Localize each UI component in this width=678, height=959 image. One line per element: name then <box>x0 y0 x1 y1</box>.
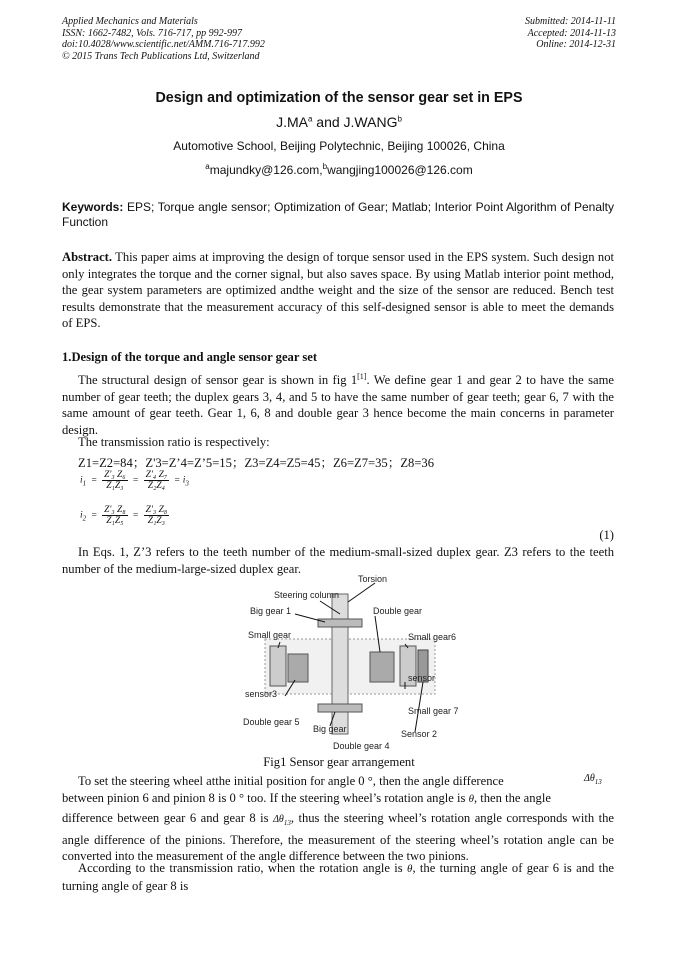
author-2-sup: b <box>397 114 402 124</box>
author-and: and <box>312 114 344 130</box>
small-gear-left-shape <box>270 646 286 686</box>
teeth-numbers: Z1=Z2=84；Z'3=Z’4=Z’5=15；Z3=Z4=Z5=45；Z6=Z7=35；Z8=36 <box>78 456 435 470</box>
eq-equals-1: = <box>90 475 98 486</box>
email-b-sup: b <box>322 162 328 171</box>
theta-symbol-2: θ <box>407 863 413 875</box>
p4-rest <box>62 810 614 865</box>
affiliation: Automotive School, Beijing Polytechnic, Beijing 100026, China <box>173 139 505 153</box>
section-heading: 1.Design of the torque and angle sensor gear set <box>62 350 318 364</box>
abstract-label: Abstract. <box>62 250 113 264</box>
eq-i2-sub: 2 <box>82 514 87 523</box>
fraction-4-num: Z'₃ Z₈ <box>145 505 168 515</box>
eq-i2-symbol: i <box>80 510 83 521</box>
paper-title: Design and optimization of the sensor gear set in EPS <box>155 90 523 106</box>
fraction-3-num: Z'₃ Z₈ <box>104 505 126 515</box>
eq-equals-4: = <box>90 510 98 521</box>
label-steering-column: Steering column <box>274 590 340 600</box>
online-date: Online: 2014-12-31 <box>536 39 616 50</box>
equation-i1 <box>80 470 189 491</box>
copyright: © 2015 Trans Tech Publications Ltd, Switzerland <box>62 50 260 62</box>
leader-line <box>348 583 375 602</box>
keywords-text: EPS; Torque angle sensor; Optimization of Gear; Matlab; Interior Point Algorithm of Penalty Function <box>62 200 614 229</box>
label-sensor: sensor <box>408 673 436 683</box>
double-gear-5-shape <box>288 654 308 682</box>
figure-caption: Fig1 Sensor gear arrangement <box>263 755 415 769</box>
p5-text-b: , the turning angle of gear 6 is and the turning angle of gear 8 is <box>62 861 614 893</box>
p4-text-a: To set the steering wheel atthe initial position for angle 0 °, then the angle difference <box>78 774 504 788</box>
fraction-4-den: Z₁Z₃ <box>147 516 165 526</box>
equation-number: (1) <box>599 528 614 542</box>
journal-name: Applied Mechanics and Materials <box>62 16 198 27</box>
p4-text-c: , then the angle <box>473 791 551 805</box>
label-big-gear-1: Big gear 1 <box>250 606 292 616</box>
p4-line-2 <box>62 791 551 806</box>
email-b: wangjing100026@126.com <box>327 163 473 177</box>
eq-equals-2: = <box>132 475 139 486</box>
leader-line <box>295 614 325 622</box>
theta-symbol-1: θ <box>468 793 474 805</box>
p1-text-b: . We define gear 1 and gear 2 to have the same number of gear teeth; the duplex gears 3, 4, and 5 to have the same number of gear teeth; gear 6, 7 with the same amount of gear teeth. Gear 1, 6, 8 and double gear 3 hence become the main concerns in parameter design. <box>62 373 614 437</box>
fraction-1-num: Z'₃ Z₆ <box>104 470 126 480</box>
double-gear-shape <box>370 652 394 682</box>
equation-i2 <box>80 505 169 526</box>
paragraph-5 <box>62 860 614 894</box>
p4-text-b: between pinion 6 and pinion 8 is 0 ° too. If the steering wheel’s rotation angle is <box>62 791 466 805</box>
delta-theta-sub-2: 13 <box>283 819 291 827</box>
fraction-1-den: Z₁Z₃ <box>106 481 124 491</box>
authors <box>0 114 678 130</box>
label-double-gear: Double gear <box>373 606 423 616</box>
label-torsion: Torsion <box>358 574 388 584</box>
p1-text-a: The structural design of sensor gear is shown in fig 1 <box>78 373 358 388</box>
fraction-3 <box>102 505 128 526</box>
fraction-1 <box>102 470 128 491</box>
label-big-gear: Big gear <box>313 724 347 734</box>
citation-ref: [1] <box>357 372 367 381</box>
fraction-2 <box>144 470 170 491</box>
label-sensor3: sensor3 <box>245 689 278 699</box>
label-small-gear: Small gear <box>248 630 292 640</box>
abstract <box>62 249 614 332</box>
eq-equals-5: = <box>132 510 139 521</box>
eq-equals-3: = <box>173 475 181 486</box>
p4-line-1 <box>78 774 504 789</box>
email-a-sup: a <box>205 162 210 171</box>
dates-header <box>525 16 616 51</box>
label-double-gear-5: Double gear 5 <box>243 717 300 727</box>
eq-i1-sub: 1 <box>82 479 87 488</box>
author-1-sup: a <box>307 114 313 124</box>
label-small-gear6: Small gear6 <box>408 632 457 642</box>
keywords-label: Keywords: <box>62 200 124 214</box>
paragraph-2: The transmission ratio is respectively: <box>78 435 270 449</box>
submitted-date: Submitted: 2014-11-11 <box>524 16 616 27</box>
p5-text-a: According to the transmission ratio, when the rotation angle is <box>78 861 403 875</box>
delta-theta-1 <box>584 773 602 786</box>
abstract-text: This paper aims at improving the design of torque sensor used in the EPS system. Such design not only integrates the torque and the corner signal, but also saves space. By using Matlab interior point method, the gear system parameters are optimized andthe weight and the size of the sensor are reduced. Bench test results demonstrate that the measurement accuracy of this self-designed sensor is able to meet the demands of EPS. <box>62 250 614 330</box>
big-gear-2-shape <box>318 704 362 712</box>
paragraph-1 <box>62 369 614 438</box>
delta-theta-sub: 13 <box>594 778 602 786</box>
email-a: majundky@126.com, <box>209 163 323 177</box>
doi: doi:10.4028/www.scientific.net/AMM.716-717.992 <box>62 39 265 50</box>
eq-i3-sub: 3 <box>185 479 189 488</box>
journal-header <box>62 16 265 62</box>
big-gear-1-shape <box>318 619 362 627</box>
fraction-2-den: Z₂Z₄ <box>147 481 165 491</box>
label-double-gear-4: Double gear 4 <box>333 741 390 751</box>
p4-text-d: difference between gear 6 and gear 8 is <box>62 811 269 825</box>
issn: ISSN: 1662-7482, Vols. 716-717, pp 992-997 <box>62 27 242 39</box>
fraction-2-num: Z'₄ Z₇ <box>145 470 168 480</box>
delta-theta-symbol: Δθ <box>584 773 595 784</box>
delta-theta-symbol-2: Δθ <box>273 814 284 825</box>
keywords <box>62 200 614 230</box>
p4-text-e: , thus the steering wheel’s rotation angle corresponds with the angle difference of the pinions. Therefore, the measurement of the steering wheel’s rotation angle can be converted into the measurement of the angle difference between the two pinions. <box>62 811 615 863</box>
author-1: J.MA <box>276 114 308 130</box>
fraction-3-den: Z₁Z₅ <box>106 516 124 526</box>
accepted-date: Accepted: 2014-11-13 <box>527 27 616 39</box>
sensor-gear-figure <box>240 574 465 754</box>
delta-theta-2 <box>273 814 291 825</box>
label-sensor-2: Sensor 2 <box>401 729 438 739</box>
author-2: J.WANG <box>343 114 398 130</box>
emails <box>0 162 678 177</box>
eq-i1-symbol: i <box>80 475 83 486</box>
fraction-4 <box>144 505 170 526</box>
label-small-gear-7: Small gear 7 <box>408 706 459 716</box>
eq-i3-symbol: i <box>182 475 186 486</box>
paragraph-3: In Eqs. 1, Z’3 refers to the teeth number of the medium-small-sized duplex gear. Z3 refers to the teeth number of the medium-large-sized duplex gear. <box>62 545 614 576</box>
